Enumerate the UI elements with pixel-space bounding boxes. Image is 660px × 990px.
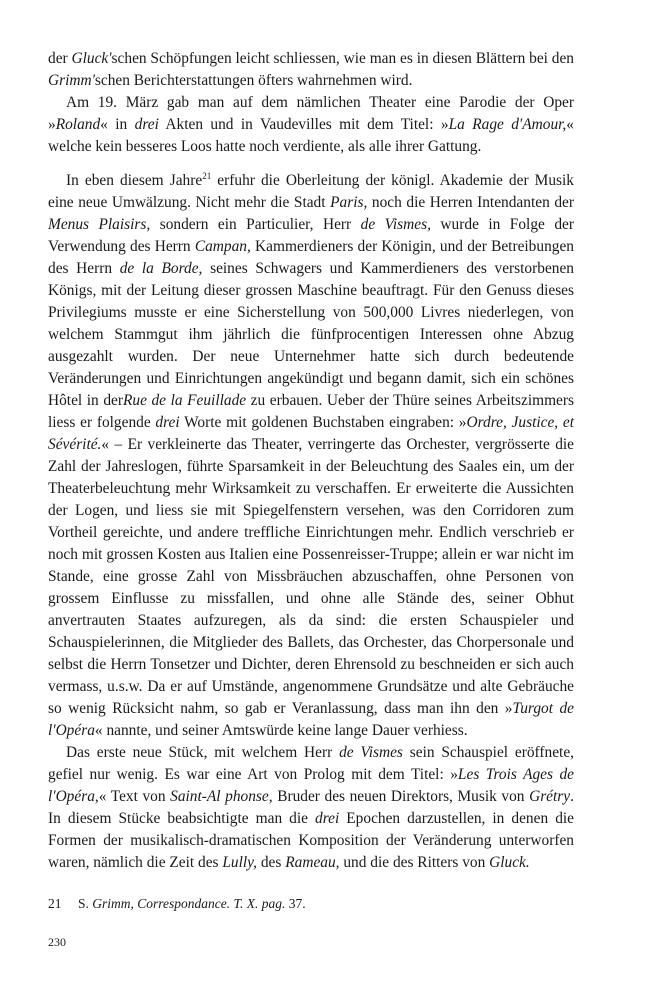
italic-text: drei: [155, 414, 180, 431]
text-run: sein Schauspiel eröffnete, gefiel nur wenig. Es war eine Art von Prolog mit dem Titel: »: [48, 744, 574, 783]
text-run: Epochen darzustellen, in denen die Formen der musikalisch-dramatischen Komposition der Veränderung unterworfen waren, nämlich die Zeit des: [48, 810, 574, 871]
text-run: . In diesem Stücke beabsichtigte man die: [48, 788, 574, 827]
paragraph: [48, 742, 574, 874]
italic-text: de Vismes: [339, 744, 403, 761]
footnote-number: 21: [48, 896, 62, 911]
footnote-source: Grimm, Correspondance. T. X. pag.: [92, 896, 286, 911]
italic-text: Les Trois Ages de l'Opéra,: [48, 766, 574, 805]
italic-text: Saint-Al phonse,: [170, 788, 273, 805]
italic-text: Ordre, Justice, et Sévérité.: [48, 414, 574, 453]
footnote-prefix: S.: [78, 896, 93, 911]
text-run: « in: [100, 116, 135, 133]
italic-text: Gluck': [71, 50, 112, 67]
italic-text: Lully,: [222, 854, 258, 871]
text-run: und die des Ritters von: [339, 854, 490, 871]
text-run: In eben diesem Jahre: [66, 172, 203, 189]
text-run: Worte mit goldenen Buchstaben eingraben: »: [179, 414, 467, 431]
italic-text: de Vismes,: [360, 216, 431, 233]
text-run: noch die Herren Intendanten der: [367, 194, 574, 211]
text-run: schen Schöpfungen leicht schliessen, wie man es in diesen Blättern bei den: [111, 50, 574, 67]
body-text: [48, 48, 574, 874]
italic-text: de la Borde,: [119, 260, 203, 277]
footnote-suffix: 37.: [285, 896, 306, 911]
text-run: « welche kein besseres Loos hatte noch verdiente, als alle ihrer Gattung.: [48, 116, 574, 155]
italic-text: Rameau,: [285, 854, 340, 871]
text-run: « nannte, und seiner Amtswürde keine lange Dauer verhiess.: [94, 722, 468, 739]
italic-text: Grétry: [529, 788, 571, 805]
italic-text: Grimm': [48, 72, 95, 89]
paragraph: [48, 48, 574, 92]
text-run: wurde in Folge der Verwendung des Herrn: [48, 216, 574, 255]
text-run: der: [48, 50, 72, 67]
page-body: [48, 48, 574, 874]
text-run: erfuhr die Oberleitung der königl. Akademie der Musik eine neue Umwälzung. Nicht mehr die Stadt: [48, 172, 575, 211]
italic-text: Roland: [55, 116, 101, 133]
italic-text: Menus Plaisirs,: [48, 216, 151, 233]
text-run: Bruder des neuen Direktors, Musik von: [272, 788, 530, 805]
text-run: Am 19. März gab man auf dem nämlichen Theater eine Parodie der Oper »: [48, 94, 574, 133]
footnote-ref: 21: [202, 171, 212, 181]
text-run: « – Er verkleinerte das Theater, verringerte das Orchester, vergrösserte die Zahl der Jahreslogen, führte Sparsamkeit in der Beleuchtung des Saales ein, um der Theaterbeleuchtung mehr Wirksamkeit zu verschaffen. Er erweiterte die Aussichten der Logen, und liess sie mit Spiegelfenstern versehen, was den Corridoren zum Vortheil gereichte, und andere treffliche Einrichtungen mehr. Endlich verschrieb er noch mit grossen Kosten aus Italien eine Possenreisser-Truppe; allein er war nicht im Stande, eine grosse Zahl von Missbräuchen abzuschaffen, ohne Personen von grossem Einflusse zu missfallen, und ohne alle Stände des, seiner Obhut anvertrauten Staates aufzuregen, als da sind: die ersten Schauspieler und Schauspielerinnen, die Mitglieder des Ballets, das Orchester, das Chorpersonale und selbst die Herrn Tonsetzer und Dichter, deren Ehrensold zu beschneiden er sich auch vermass, u.s.w. Da er auf Umstände, angenommene Grundsätze und alte Gebräuche so wenig Rücksicht nahm, so gab er Veranlassung, dass man ihn den »: [48, 436, 574, 717]
italic-text: Gluck.: [489, 854, 530, 871]
paragraph: [48, 170, 574, 742]
text-run: zu erbauen. Ueber der Thüre seines Arbeitszimmers liess er folgende: [48, 392, 575, 431]
italic-text: Rue de la Feuillade: [122, 392, 247, 409]
text-run: « Text von: [98, 788, 171, 805]
text-run: seines Schwagers und Kammerdieners des verstorbenen Königs, mit der Leitung dieser grossen Maschine beauftragt. Für den Genuss dieses Privilegiums musste er eine Sicherstellung von 500,000 Livres niederlegen, von welchem Stammgut ihm jährlich die fünfprocentigen Interessen ohne Abzug ausgezahlt wurden. Der neue Unternehmer hatte sich durch bedeutende Veränderungen und Einrichtungen angekündigt und begann damit, sich ein schönes Hôtel in der: [48, 260, 574, 409]
text-run: schen Berichterstattungen öfters wahrnehmen wird.: [94, 72, 413, 89]
footnote: [48, 896, 574, 912]
text-run: Kammerdieners der Königin, und der Betreibungen des Herrn: [48, 238, 574, 277]
italic-text: Turgot de l'Opéra: [48, 700, 574, 739]
italic-text: Campan,: [194, 238, 251, 255]
page-number: 230: [48, 935, 66, 949]
text-run: des: [257, 854, 286, 871]
italic-text: La Rage d'Amour,: [448, 116, 567, 133]
italic-text: drei: [134, 116, 159, 133]
text-run: Das erste neue Stück, mit welchem Herr: [66, 744, 340, 761]
text-run: sondern ein Particulier, Herr: [150, 216, 361, 233]
paragraph: [48, 92, 574, 158]
text-run: Akten und in Vaudevilles mit dem Titel: »: [158, 116, 449, 133]
italic-text: Paris,: [330, 194, 368, 211]
italic-text: drei: [315, 810, 340, 827]
